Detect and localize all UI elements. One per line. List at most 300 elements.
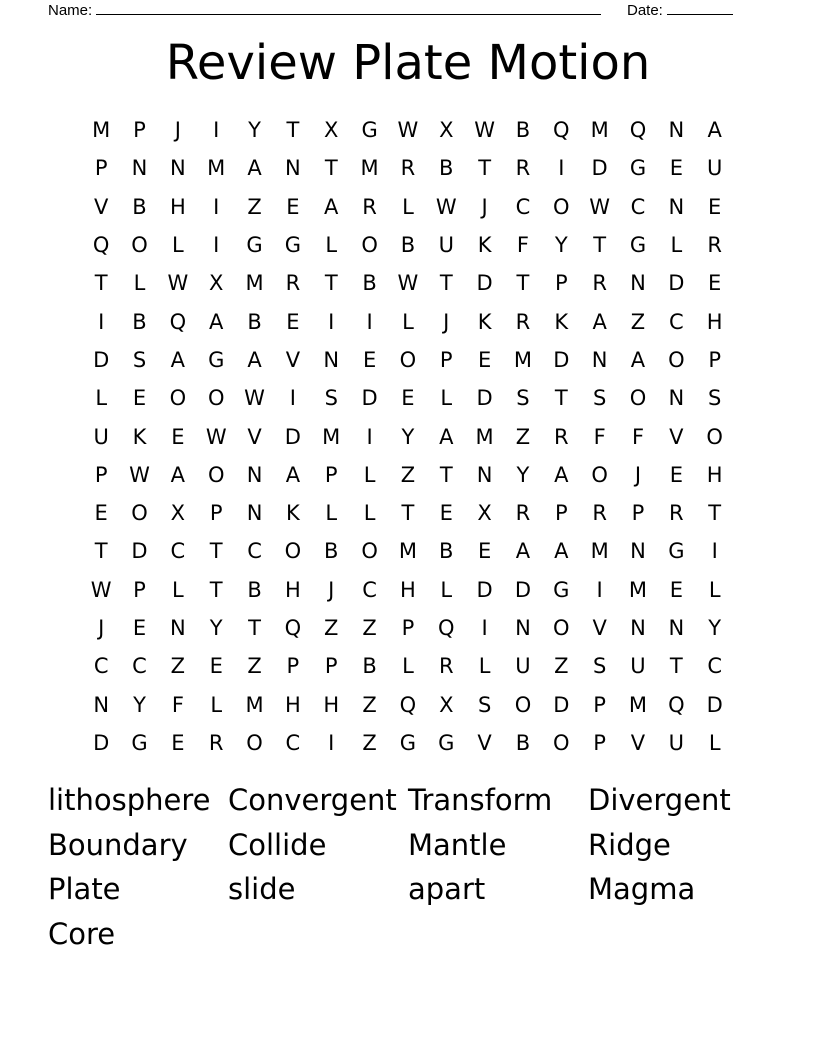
grid-letter[interactable]: B bbox=[324, 539, 339, 564]
grid-letter[interactable]: H bbox=[169, 194, 186, 219]
grid-letter[interactable]: T bbox=[209, 539, 223, 564]
grid-letter[interactable]: Z bbox=[515, 424, 531, 449]
grid-letter[interactable]: E bbox=[286, 194, 300, 219]
grid-letter[interactable]: G bbox=[246, 233, 263, 258]
grid-letter[interactable]: W bbox=[589, 194, 611, 219]
grid-letter[interactable]: M bbox=[475, 424, 494, 449]
grid-letter[interactable]: A bbox=[324, 194, 339, 219]
grid-letter[interactable]: N bbox=[668, 386, 685, 411]
grid-letter[interactable]: R bbox=[285, 271, 301, 296]
grid-letter[interactable]: I bbox=[366, 424, 373, 449]
grid-letter[interactable]: P bbox=[439, 347, 453, 372]
grid-letter[interactable]: Q bbox=[629, 118, 647, 143]
grid-letter[interactable]: X bbox=[439, 692, 454, 717]
grid-letter[interactable]: C bbox=[668, 309, 684, 334]
grid-letter[interactable]: E bbox=[669, 577, 683, 602]
grid-letter[interactable]: Z bbox=[362, 730, 377, 755]
word-bank-item: lithosphere bbox=[48, 783, 211, 817]
grid-letter[interactable]: T bbox=[478, 156, 492, 181]
grid-letter[interactable]: O bbox=[246, 730, 263, 755]
grid-letter[interactable]: O bbox=[207, 462, 225, 487]
grid-letter[interactable]: M bbox=[590, 118, 609, 143]
grid-letter[interactable]: J bbox=[481, 194, 488, 219]
date-blank-line[interactable] bbox=[667, 0, 733, 15]
grid-letter[interactable]: X bbox=[477, 501, 492, 526]
grid-letter[interactable]: J bbox=[98, 616, 105, 640]
name-blank-line[interactable] bbox=[96, 0, 601, 15]
grid-letter[interactable]: W bbox=[205, 424, 227, 449]
grid-letter[interactable]: A bbox=[439, 424, 454, 449]
grid-letter[interactable]: X bbox=[209, 271, 224, 296]
grid-letter[interactable]: D bbox=[514, 577, 532, 602]
grid-letter[interactable]: V bbox=[630, 730, 646, 755]
grid-letter[interactable]: S bbox=[132, 347, 147, 372]
grid-letter[interactable]: U bbox=[438, 233, 454, 258]
grid-letter[interactable]: O bbox=[361, 539, 378, 564]
grid-letter[interactable]: G bbox=[668, 539, 685, 564]
grid-letter[interactable]: L bbox=[440, 577, 453, 602]
grid-letter[interactable]: I bbox=[213, 118, 220, 143]
grid-letter[interactable]: A bbox=[707, 118, 722, 143]
grid-letter[interactable]: O bbox=[629, 386, 647, 411]
grid-letter[interactable]: R bbox=[669, 501, 684, 526]
grid-letter[interactable]: N bbox=[323, 347, 340, 372]
grid-letter[interactable]: B bbox=[439, 539, 454, 564]
grid-letter[interactable]: T bbox=[286, 118, 300, 143]
grid-letter[interactable]: P bbox=[94, 156, 108, 181]
grid-letter[interactable]: Z bbox=[400, 462, 416, 487]
grid-letter[interactable]: F bbox=[631, 424, 645, 449]
grid-letter[interactable]: R bbox=[208, 730, 224, 755]
grid-letter[interactable]: D bbox=[553, 347, 570, 372]
grid-letter[interactable]: O bbox=[207, 386, 225, 411]
grid-letter[interactable]: P bbox=[133, 118, 146, 143]
grid-letter[interactable]: R bbox=[515, 501, 531, 526]
grid-letter[interactable]: C bbox=[707, 654, 722, 679]
grid-letter[interactable]: P bbox=[94, 462, 108, 487]
grid-letter[interactable]: P bbox=[324, 462, 338, 487]
grid-letter[interactable]: R bbox=[592, 501, 607, 526]
grid-letter[interactable]: P bbox=[324, 654, 338, 679]
grid-letter[interactable]: M bbox=[398, 539, 417, 564]
grid-letter[interactable]: T bbox=[516, 271, 530, 296]
grid-letter[interactable]: S bbox=[592, 654, 607, 679]
grid-letter[interactable]: E bbox=[209, 654, 223, 679]
grid-letter[interactable]: P bbox=[593, 692, 606, 717]
grid-letter[interactable]: Q bbox=[668, 692, 685, 717]
grid-letter[interactable]: N bbox=[668, 118, 685, 143]
grid-letter[interactable]: G bbox=[629, 233, 647, 258]
grid-letter[interactable]: Q bbox=[399, 692, 417, 717]
grid-letter[interactable]: V bbox=[285, 347, 301, 372]
grid-letter[interactable]: Y bbox=[209, 616, 223, 640]
grid-letter[interactable]: E bbox=[669, 156, 683, 181]
grid-letter[interactable]: O bbox=[169, 386, 187, 411]
grid-letter[interactable]: X bbox=[439, 118, 454, 143]
grid-letter[interactable]: D bbox=[668, 271, 685, 296]
grid-letter[interactable]: C bbox=[170, 539, 186, 564]
grid-letter[interactable]: M bbox=[360, 156, 379, 181]
word-bank-item: Core bbox=[48, 917, 116, 952]
grid-letter[interactable]: O bbox=[284, 539, 302, 564]
grid-row bbox=[82, 609, 734, 647]
grid-letter[interactable]: B bbox=[132, 194, 147, 219]
grid-letter[interactable]: D bbox=[706, 692, 723, 717]
grid-letter[interactable]: R bbox=[515, 309, 531, 334]
grid-letter[interactable]: F bbox=[593, 424, 606, 449]
grid-letter[interactable]: K bbox=[554, 309, 569, 334]
grid-letter[interactable]: O bbox=[706, 424, 723, 449]
grid-letter[interactable]: A bbox=[209, 309, 224, 334]
grid-letter[interactable]: B bbox=[400, 233, 416, 258]
grid-letter[interactable]: T bbox=[401, 501, 415, 526]
grid-letter[interactable]: W bbox=[90, 577, 112, 602]
grid-letter[interactable]: N bbox=[246, 462, 263, 487]
grid-letter[interactable]: N bbox=[668, 616, 685, 640]
grid-letter[interactable]: D bbox=[476, 271, 493, 296]
grid-letter[interactable]: T bbox=[248, 616, 261, 640]
grid-letter[interactable]: T bbox=[593, 233, 607, 258]
grid-letter[interactable]: P bbox=[286, 654, 300, 679]
grid-letter[interactable]: Y bbox=[708, 616, 722, 640]
grid-letter[interactable]: J bbox=[174, 118, 181, 143]
grid-letter[interactable]: I bbox=[558, 156, 565, 181]
grid-letter[interactable]: D bbox=[284, 424, 301, 449]
grid-letter[interactable]: P bbox=[209, 501, 223, 526]
grid-letter[interactable]: D bbox=[93, 347, 110, 372]
grid-letter[interactable]: N bbox=[246, 501, 263, 526]
grid-letter[interactable]: Z bbox=[362, 692, 377, 717]
word-bank bbox=[48, 778, 768, 957]
grid-letter[interactable]: G bbox=[629, 156, 647, 181]
grid-letter[interactable]: L bbox=[440, 386, 453, 411]
grid-letter[interactable]: I bbox=[711, 539, 718, 564]
grid-letter[interactable]: M bbox=[628, 577, 648, 602]
grid-letter[interactable]: W bbox=[167, 271, 189, 296]
grid-letter[interactable]: R bbox=[362, 194, 377, 219]
grid-letter[interactable]: D bbox=[93, 730, 110, 755]
grid-letter[interactable]: S bbox=[324, 386, 338, 411]
grid-letter[interactable]: C bbox=[247, 539, 262, 564]
grid-letter[interactable]: Q bbox=[169, 309, 187, 334]
grid-letter[interactable]: B bbox=[515, 730, 531, 755]
grid-letter[interactable]: B bbox=[247, 577, 262, 602]
grid-letter[interactable]: P bbox=[554, 271, 568, 296]
grid-letter[interactable]: V bbox=[477, 730, 492, 755]
grid-letter[interactable]: K bbox=[477, 309, 492, 334]
grid-letter[interactable]: B bbox=[362, 654, 377, 679]
grid-letter[interactable]: L bbox=[402, 654, 414, 679]
grid-letter[interactable]: Y bbox=[133, 692, 146, 717]
grid-letter[interactable]: A bbox=[592, 309, 607, 334]
grid-letter[interactable]: S bbox=[516, 386, 530, 411]
grid-letter[interactable]: E bbox=[171, 424, 185, 449]
grid-letter[interactable]: E bbox=[362, 347, 377, 372]
grid-letter[interactable]: B bbox=[132, 309, 147, 334]
grid-letter[interactable]: N bbox=[591, 347, 608, 372]
grid-letter[interactable]: L bbox=[708, 730, 721, 755]
grid-letter[interactable]: O bbox=[668, 347, 685, 372]
grid-letter[interactable]: P bbox=[708, 347, 721, 372]
grid-letter[interactable]: U bbox=[93, 424, 109, 449]
grid-letter[interactable]: Q bbox=[438, 616, 455, 640]
grid-letter[interactable]: X bbox=[324, 118, 339, 143]
grid-letter[interactable]: O bbox=[399, 347, 417, 372]
grid-letter[interactable]: A bbox=[247, 347, 262, 372]
grid-letter[interactable]: N bbox=[630, 616, 646, 640]
grid-letter[interactable]: P bbox=[631, 501, 645, 526]
grid-letter[interactable]: E bbox=[286, 309, 300, 334]
grid-letter[interactable]: H bbox=[706, 462, 723, 487]
grid-letter[interactable]: Z bbox=[362, 616, 377, 640]
grid-letter[interactable]: A bbox=[515, 539, 531, 564]
grid-letter[interactable]: Z bbox=[630, 309, 646, 334]
grid-letter[interactable]: E bbox=[439, 501, 453, 526]
grid-letter[interactable]: Y bbox=[401, 424, 415, 449]
grid-letter[interactable]: H bbox=[323, 692, 340, 717]
grid-letter[interactable]: L bbox=[172, 233, 184, 258]
grid-letter[interactable]: V bbox=[93, 194, 109, 219]
grid-letter[interactable]: E bbox=[94, 501, 108, 526]
grid-letter[interactable]: A bbox=[554, 539, 569, 564]
grid-letter[interactable]: C bbox=[362, 577, 377, 602]
grid-letter[interactable]: Q bbox=[284, 616, 302, 640]
grid-letter[interactable]: C bbox=[132, 654, 147, 679]
grid-letter[interactable]: A bbox=[285, 462, 301, 487]
grid-letter[interactable]: E bbox=[132, 616, 147, 640]
grid-letter[interactable]: A bbox=[630, 347, 646, 372]
grid-letter[interactable]: C bbox=[515, 194, 531, 219]
grid-letter[interactable]: Y bbox=[516, 462, 530, 487]
grid-letter[interactable]: C bbox=[630, 194, 646, 219]
grid-letter[interactable]: N bbox=[476, 462, 493, 487]
grid-letter[interactable]: A bbox=[554, 462, 569, 487]
grid-letter[interactable]: N bbox=[285, 156, 301, 181]
grid-letter[interactable]: O bbox=[361, 233, 378, 258]
grid-letter[interactable]: M bbox=[590, 539, 609, 564]
grid-letter[interactable]: M bbox=[92, 118, 111, 143]
grid-letter[interactable]: I bbox=[328, 309, 335, 334]
grid-letter[interactable]: O bbox=[591, 462, 608, 487]
grid-letter[interactable]: M bbox=[245, 692, 264, 717]
grid-letter[interactable]: X bbox=[170, 501, 186, 526]
grid-letter[interactable]: R bbox=[515, 156, 531, 181]
grid-letter[interactable]: C bbox=[93, 654, 109, 679]
grid-letter[interactable]: I bbox=[213, 194, 220, 219]
grid-letter[interactable]: L bbox=[172, 577, 184, 602]
grid-letter[interactable]: L bbox=[325, 233, 338, 258]
grid-letter[interactable]: J bbox=[634, 462, 642, 487]
grid-letter[interactable]: N bbox=[668, 194, 685, 219]
grid-letter[interactable]: H bbox=[284, 692, 301, 717]
grid-letter[interactable]: K bbox=[132, 424, 147, 449]
grid-letter[interactable]: R bbox=[707, 233, 722, 258]
grid-letter[interactable]: J bbox=[443, 309, 450, 334]
grid-letter[interactable]: G bbox=[399, 730, 417, 755]
grid-letter[interactable]: E bbox=[708, 271, 722, 296]
grid-letter[interactable]: I bbox=[98, 309, 105, 334]
grid-letter[interactable]: G bbox=[438, 730, 455, 755]
grid-letter[interactable]: E bbox=[669, 462, 683, 487]
grid-letter[interactable]: T bbox=[324, 156, 338, 181]
grid-letter[interactable]: N bbox=[170, 156, 186, 181]
grid-letter[interactable]: I bbox=[366, 309, 373, 334]
grid-letter[interactable]: O bbox=[131, 501, 148, 526]
grid-letter[interactable]: I bbox=[213, 233, 220, 258]
grid-letter[interactable]: Z bbox=[247, 654, 262, 679]
grid-letter[interactable]: B bbox=[247, 309, 262, 334]
grid-letter[interactable]: W bbox=[397, 118, 419, 143]
grid-letter[interactable]: O bbox=[553, 616, 570, 640]
grid-letter[interactable]: E bbox=[477, 347, 492, 372]
grid-letter[interactable]: R bbox=[592, 271, 607, 296]
grid-letter[interactable]: I bbox=[289, 386, 296, 411]
grid-letter[interactable]: F bbox=[171, 692, 184, 717]
grid-letter[interactable]: D bbox=[476, 386, 493, 411]
grid-letter[interactable]: H bbox=[400, 577, 416, 602]
grid-letter[interactable]: Z bbox=[554, 654, 569, 679]
grid-letter[interactable]: E bbox=[171, 730, 185, 755]
grid-letter[interactable]: W bbox=[244, 386, 265, 411]
grid-letter[interactable]: T bbox=[708, 501, 722, 526]
grid-letter[interactable]: P bbox=[554, 501, 568, 526]
grid-letter[interactable]: V bbox=[669, 424, 684, 449]
grid-letter[interactable]: L bbox=[402, 194, 414, 219]
grid-letter[interactable]: H bbox=[284, 577, 301, 602]
grid-letter[interactable]: V bbox=[592, 616, 607, 640]
grid-letter[interactable]: W bbox=[474, 118, 495, 143]
grid-letter[interactable]: L bbox=[478, 654, 491, 679]
grid-letter[interactable]: M bbox=[322, 424, 341, 449]
grid-letter[interactable]: D bbox=[361, 386, 378, 411]
grid-letter[interactable]: T bbox=[439, 271, 453, 296]
grid-letter[interactable]: M bbox=[513, 347, 533, 372]
grid-letter[interactable]: T bbox=[209, 577, 223, 602]
grid-letter[interactable]: O bbox=[553, 730, 570, 755]
grid-letter[interactable]: Y bbox=[554, 233, 568, 258]
grid-letter[interactable]: O bbox=[514, 692, 532, 717]
grid-letter[interactable]: P bbox=[401, 616, 415, 640]
grid-letter[interactable]: N bbox=[630, 271, 646, 296]
grid-letter[interactable]: U bbox=[668, 730, 685, 755]
grid-letter[interactable]: G bbox=[361, 118, 378, 143]
grid-letter[interactable]: F bbox=[516, 233, 529, 258]
word-bank-item: Transform bbox=[408, 783, 553, 817]
grid-letter[interactable]: Q bbox=[92, 233, 110, 258]
grid-letter[interactable]: K bbox=[477, 233, 492, 258]
grid-letter[interactable]: E bbox=[132, 386, 147, 411]
grid-letter[interactable]: U bbox=[706, 156, 723, 181]
grid-letter[interactable]: L bbox=[670, 233, 683, 258]
grid-letter[interactable]: O bbox=[553, 194, 570, 219]
grid-letter[interactable]: L bbox=[325, 501, 338, 526]
grid-letter[interactable]: K bbox=[286, 501, 300, 526]
grid-letter[interactable]: L bbox=[95, 386, 108, 411]
grid-letter[interactable]: T bbox=[94, 271, 108, 296]
grid-letter[interactable]: Z bbox=[324, 616, 339, 640]
grid-letter[interactable]: W bbox=[129, 462, 150, 487]
grid-letter[interactable]: S bbox=[477, 692, 492, 717]
grid-letter[interactable]: Q bbox=[553, 118, 570, 143]
grid-letter[interactable]: U bbox=[515, 654, 531, 679]
grid-letter[interactable]: A bbox=[247, 156, 262, 181]
grid-letter[interactable]: L bbox=[363, 462, 376, 487]
grid-letter[interactable]: D bbox=[476, 577, 493, 602]
grid-letter[interactable]: N bbox=[170, 616, 186, 640]
grid-letter[interactable]: J bbox=[328, 577, 335, 602]
grid-letter[interactable]: Y bbox=[248, 118, 261, 143]
grid-letter[interactable]: Z bbox=[170, 654, 186, 679]
grid-letter[interactable]: B bbox=[515, 118, 531, 143]
grid-letter[interactable]: N bbox=[630, 539, 646, 564]
grid-letter[interactable]: L bbox=[210, 692, 223, 717]
grid-letter[interactable]: V bbox=[247, 424, 262, 449]
grid-letter[interactable]: D bbox=[553, 692, 570, 717]
grid-letter[interactable]: N bbox=[515, 616, 531, 640]
grid-letter[interactable]: R bbox=[554, 424, 569, 449]
grid-letter[interactable]: T bbox=[324, 271, 338, 296]
grid-row bbox=[82, 188, 734, 226]
grid-letter[interactable]: E bbox=[477, 539, 492, 564]
grid-letter[interactable]: P bbox=[593, 730, 606, 755]
grid-row bbox=[82, 456, 734, 494]
grid-letter[interactable]: A bbox=[170, 462, 186, 487]
grid-letter[interactable]: D bbox=[591, 156, 608, 181]
grid-letter[interactable]: B bbox=[362, 271, 377, 296]
grid-letter[interactable]: G bbox=[131, 730, 148, 755]
grid-letter[interactable]: T bbox=[554, 386, 568, 411]
grid-row bbox=[82, 494, 734, 532]
grid-letter[interactable]: E bbox=[708, 194, 722, 219]
grid-letter[interactable]: M bbox=[207, 156, 226, 181]
grid-letter[interactable]: I bbox=[328, 730, 335, 755]
grid-letter[interactable]: W bbox=[435, 194, 457, 219]
grid-letter[interactable]: R bbox=[438, 654, 454, 679]
grid-letter[interactable]: G bbox=[208, 347, 225, 372]
grid-letter[interactable]: E bbox=[401, 386, 415, 411]
grid-letter[interactable]: T bbox=[669, 654, 683, 679]
grid-letter[interactable]: O bbox=[131, 233, 148, 258]
grid-letter[interactable]: I bbox=[481, 616, 488, 640]
grid-letter[interactable]: I bbox=[596, 577, 603, 602]
grid-letter[interactable]: L bbox=[133, 271, 146, 296]
grid-letter[interactable]: N bbox=[93, 692, 110, 717]
grid-letter[interactable]: T bbox=[439, 462, 453, 487]
grid-letter[interactable]: N bbox=[131, 156, 148, 181]
grid-letter[interactable]: A bbox=[170, 347, 186, 372]
grid-letter[interactable]: B bbox=[439, 156, 454, 181]
grid-letter[interactable]: S bbox=[708, 386, 722, 411]
grid-letter[interactable]: Z bbox=[247, 194, 262, 219]
grid-letter[interactable]: P bbox=[133, 577, 146, 602]
grid-letter[interactable]: L bbox=[363, 501, 376, 526]
grid-letter[interactable]: C bbox=[285, 730, 301, 755]
grid-letter[interactable]: L bbox=[402, 309, 414, 334]
word-bank-item: Ridge bbox=[588, 827, 671, 862]
grid-letter[interactable]: L bbox=[708, 577, 721, 602]
grid-letter[interactable]: M bbox=[245, 271, 264, 296]
grid-letter[interactable]: W bbox=[397, 271, 419, 296]
grid-letter[interactable]: D bbox=[131, 539, 148, 564]
grid-letter[interactable]: G bbox=[284, 233, 302, 258]
grid-letter[interactable]: H bbox=[706, 309, 723, 334]
grid-letter[interactable]: M bbox=[628, 692, 648, 717]
grid-letter[interactable]: S bbox=[592, 386, 607, 411]
grid-letter[interactable]: T bbox=[94, 539, 108, 564]
grid-letter[interactable]: R bbox=[400, 156, 416, 181]
grid-letter[interactable]: G bbox=[553, 577, 570, 602]
grid-letter[interactable]: U bbox=[630, 654, 646, 679]
